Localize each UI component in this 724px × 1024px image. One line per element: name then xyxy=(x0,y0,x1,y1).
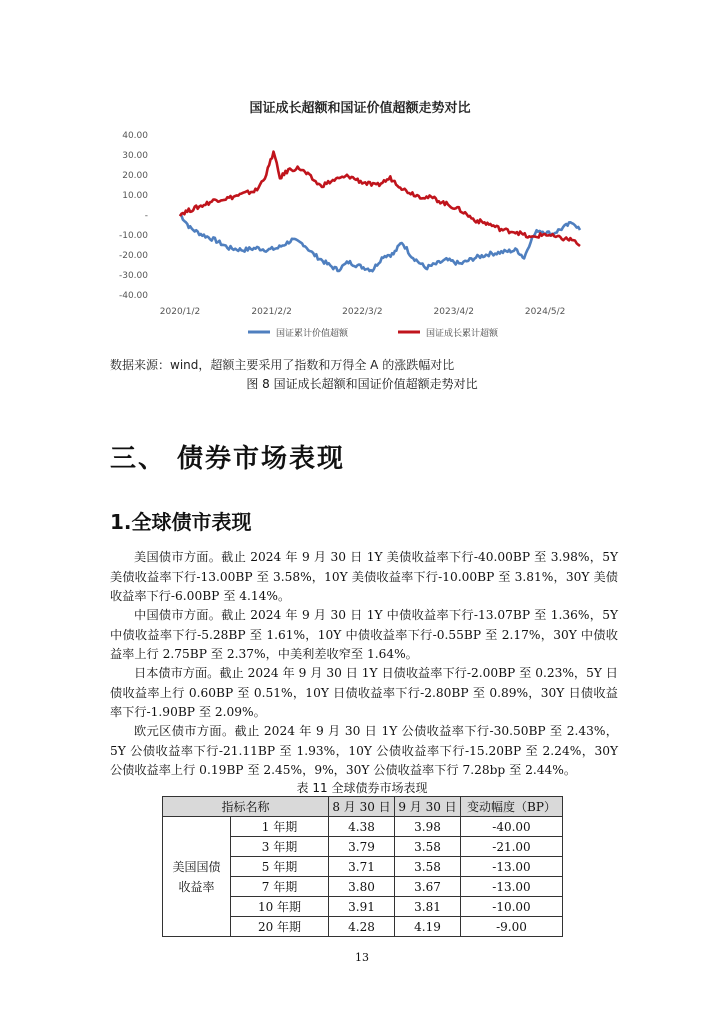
series-line xyxy=(180,152,580,246)
y-tick-label: - xyxy=(144,211,148,221)
row-sep30: 3.58 xyxy=(395,837,461,857)
group-label: 美国国债收益率 xyxy=(163,817,231,937)
y-tick-label: 20.00 xyxy=(122,171,148,181)
header-aug30: 8 月 30 日 xyxy=(329,797,395,817)
y-tick-label: 30.00 xyxy=(122,151,148,161)
x-axis-ticks xyxy=(160,307,566,317)
subsection-heading: 1.全球债市表现 xyxy=(110,510,252,534)
row-aug30: 4.28 xyxy=(329,917,395,937)
figure-caption: 图 8 国证成长超额和国证价值超额走势对比 xyxy=(246,377,478,391)
row-aug30: 4.38 xyxy=(329,817,395,837)
row-change: -13.00 xyxy=(461,857,563,877)
row-term: 10 年期 xyxy=(231,897,329,917)
x-tick-label: 2021/2/2 xyxy=(251,307,292,317)
y-tick-label: -30.00 xyxy=(118,271,148,281)
chart-title: 国证成长超额和国证价值超额走势对比 xyxy=(249,101,471,116)
row-sep30: 3.98 xyxy=(395,817,461,837)
row-change: -40.00 xyxy=(461,817,563,837)
row-sep30: 3.81 xyxy=(395,897,461,917)
row-change: -13.00 xyxy=(461,877,563,897)
row-change: -9.00 xyxy=(461,917,563,937)
legend-label: 国证成长累计超额 xyxy=(426,329,499,339)
y-axis-ticks xyxy=(119,131,148,301)
row-term: 3 年期 xyxy=(231,837,329,857)
row-aug30: 3.80 xyxy=(329,877,395,897)
row-change: -21.00 xyxy=(461,837,563,857)
table-header-row xyxy=(163,797,563,817)
y-tick-label: 40.00 xyxy=(122,131,148,141)
paragraph-euro-bonds: 欧元区债市方面。截止 2024 年 9 月 30 日 1Y 公债收益率下行-30.50BP 至 2.43%，5Y 公债收益率下行-21.11BP 至 1.93%，10Y 公债收益率下行-15.20BP 至 2.24%，30Y 公债收益率上行 0.19BP 至 2.45%，9%，30Y 公债收益率下行 7.28bp 至 2.44%。 xyxy=(110,724,618,777)
paragraph-us-bonds: 美国债市方面。截止 2024 年 9 月 30 日 1Y 美债收益率下行-40.00BP 至 3.98%，5Y 美债收益率下行-13.00BP 至 3.58%，10Y 美债收益率下行-10.00BP 至 3.81%，30Y 美债收益率下行-6.00BP 至 4.14%。 xyxy=(110,550,618,603)
bond-yield-table xyxy=(162,796,563,937)
row-change: -10.00 xyxy=(461,897,563,917)
header-indicator: 指标名称 xyxy=(163,797,329,817)
chart-legend xyxy=(248,327,499,339)
page-number: 13 xyxy=(355,951,369,964)
header-sep30: 9 月 30 日 xyxy=(395,797,461,817)
row-term: 1 年期 xyxy=(231,817,329,837)
y-tick-label: -10.00 xyxy=(118,231,148,241)
row-sep30: 4.19 xyxy=(395,917,461,937)
row-term: 7 年期 xyxy=(231,877,329,897)
row-sep30: 3.58 xyxy=(395,857,461,877)
excess-return-chart xyxy=(110,88,610,350)
series-lines xyxy=(180,152,580,272)
table-caption: 表 11 全球债券市场表现 xyxy=(296,781,428,795)
x-tick-label: 2020/1/2 xyxy=(159,307,201,317)
header-change: 变动幅度（BP） xyxy=(461,797,563,817)
paragraph-japan-bonds: 日本债市方面。截止 2024 年 9 月 30 日 1Y 日债收益率下行-2.00BP 至 0.23%，5Y 日债收益率上行 0.60BP 至 0.51%，10Y 日债收益率下行-2.80BP 至 0.89%，30Y 日债收益率下行-1.90BP 至 2.09%。 xyxy=(110,666,618,719)
row-sep30: 3.67 xyxy=(395,877,461,897)
x-tick-label: 2023/4/2 xyxy=(433,307,474,317)
legend-label: 国证累计价值超额 xyxy=(276,329,349,339)
x-tick-label: 2022/3/2 xyxy=(342,307,383,317)
table-row xyxy=(163,817,563,837)
row-aug30: 3.91 xyxy=(329,897,395,917)
y-tick-label: -20.00 xyxy=(118,251,148,261)
x-tick-label: 2024/5/2 xyxy=(524,307,566,317)
y-tick-label: 10.00 xyxy=(122,191,148,201)
row-term: 5 年期 xyxy=(231,857,329,877)
row-term: 20 年期 xyxy=(231,917,329,937)
paragraph-china-bonds: 中国债市方面。截止 2024 年 9 月 30 日 1Y 中债收益率下行-13.07BP 至 1.36%，5Y 中债收益率下行-5.28BP 至 1.61%，10Y 中债收益率下行-0.55BP 至 2.17%，30Y 中债收益率上行 2.75BP 至 2.37%，中美利差收窄至 1.64%。 xyxy=(110,608,618,661)
series-line xyxy=(180,214,580,271)
row-aug30: 3.79 xyxy=(329,837,395,857)
section-heading: 三、 债券市场表现 xyxy=(110,444,346,474)
row-aug30: 3.71 xyxy=(329,857,395,877)
figure-source-note: 数据来源：wind，超额主要采用了指数和万得全 A 的涨跌幅对比 xyxy=(110,358,455,372)
y-tick-label: -40.00 xyxy=(118,291,148,301)
